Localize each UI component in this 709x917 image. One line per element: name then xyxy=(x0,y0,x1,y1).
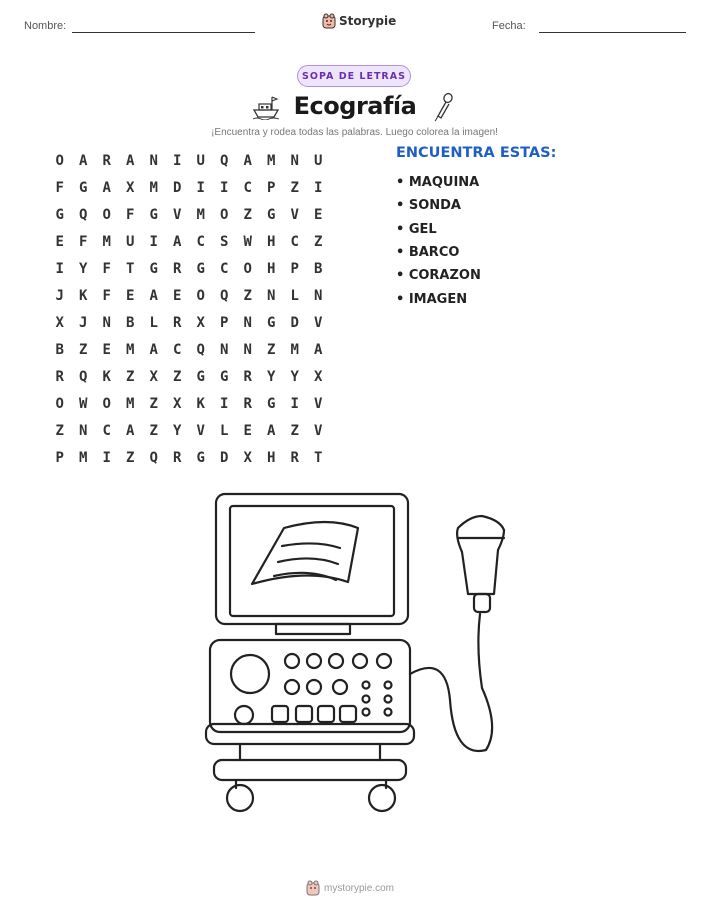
grid-letter[interactable]: R xyxy=(55,368,64,385)
grid-letter[interactable]: N xyxy=(149,152,158,169)
grid-letter[interactable]: O xyxy=(243,260,252,277)
grid-letter[interactable]: X xyxy=(55,314,64,331)
grid-letter[interactable]: F xyxy=(102,260,111,277)
date-label: Fecha: xyxy=(492,20,526,32)
grid-letter[interactable]: D xyxy=(290,314,299,331)
grid-letter[interactable]: Q xyxy=(220,152,229,169)
grid-row xyxy=(48,390,330,417)
grid-letter[interactable]: I xyxy=(220,395,229,412)
date-line[interactable] xyxy=(539,32,686,33)
grid-letter[interactable]: A xyxy=(102,179,111,196)
grid-letter[interactable]: M xyxy=(196,206,205,223)
grid-row xyxy=(48,309,330,336)
grid-letter[interactable]: Z xyxy=(173,368,182,385)
word-list-title: ENCUENTRA ESTAS: xyxy=(396,145,557,161)
grid-row xyxy=(48,417,330,444)
footer xyxy=(306,880,394,896)
grid-letter[interactable]: G xyxy=(267,206,276,223)
grid-letter[interactable]: C xyxy=(220,260,229,277)
grid-letter[interactable]: M xyxy=(102,233,111,250)
grid-letter[interactable]: R xyxy=(243,368,252,385)
grid-letter[interactable]: A xyxy=(173,233,182,250)
grid-letter[interactable]: R xyxy=(243,395,252,412)
grid-letter[interactable]: N xyxy=(314,287,323,304)
grid-letter[interactable]: G xyxy=(196,260,205,277)
page-title: Ecografía xyxy=(293,92,417,120)
grid-letter[interactable]: C xyxy=(102,422,111,439)
name-label: Nombre: xyxy=(24,20,67,32)
grid-letter[interactable]: D xyxy=(173,179,182,196)
grid-letter[interactable]: I xyxy=(290,395,299,412)
grid-letter[interactable]: A xyxy=(243,152,252,169)
grid-letter[interactable]: X xyxy=(196,314,205,331)
grid-letter[interactable]: G xyxy=(267,314,276,331)
grid-letter[interactable]: X xyxy=(314,368,323,385)
grid-row xyxy=(48,147,330,174)
grid-letter[interactable]: E xyxy=(55,233,64,250)
grid-letter[interactable]: T xyxy=(126,260,135,277)
grid-letter[interactable]: Z xyxy=(243,206,252,223)
name-line[interactable] xyxy=(72,32,255,33)
grid-letter[interactable]: I xyxy=(102,449,111,466)
grid-letter[interactable]: C xyxy=(243,179,252,196)
grid-letter[interactable]: I xyxy=(173,152,182,169)
grid-letter[interactable]: U xyxy=(314,152,323,169)
grid-letter[interactable]: I xyxy=(220,179,229,196)
grid-letter[interactable]: V xyxy=(196,422,205,439)
grid-letter[interactable]: A xyxy=(149,287,158,304)
grid-letter[interactable]: A xyxy=(267,422,276,439)
grid-letter[interactable]: C xyxy=(173,341,182,358)
grid-letter[interactable]: N xyxy=(243,314,252,331)
grid-letter[interactable]: H xyxy=(267,260,276,277)
grid-letter[interactable]: A xyxy=(126,422,135,439)
grid-letter[interactable]: A xyxy=(126,152,135,169)
grid-letter[interactable]: W xyxy=(79,395,88,412)
word-list-item: • BARCO xyxy=(396,245,460,261)
category-badge: SOPA DE LETRAS xyxy=(297,65,411,87)
word-search-grid xyxy=(48,147,330,471)
grid-letter[interactable]: Z xyxy=(290,179,299,196)
grid-letter[interactable]: R xyxy=(173,449,182,466)
grid-letter[interactable]: B xyxy=(126,314,135,331)
grid-letter[interactable]: H xyxy=(267,233,276,250)
grid-letter[interactable]: M xyxy=(79,449,88,466)
word-list-item: • MAQUINA xyxy=(396,175,480,191)
word-list xyxy=(396,171,481,311)
grid-letter[interactable]: Y xyxy=(267,368,276,385)
word-list-item: • SONDA xyxy=(396,198,461,214)
storypie-logo-icon xyxy=(322,13,336,29)
grid-letter[interactable]: G xyxy=(149,206,158,223)
grid-letter[interactable]: E xyxy=(314,206,323,223)
grid-letter[interactable]: Z xyxy=(126,449,135,466)
word-list-item: • GEL xyxy=(396,221,437,237)
grid-letter[interactable]: E xyxy=(173,287,182,304)
grid-letter[interactable]: F xyxy=(102,287,111,304)
grid-letter[interactable]: N xyxy=(102,314,111,331)
grid-letter[interactable]: E xyxy=(126,287,135,304)
grid-letter[interactable]: P xyxy=(220,314,229,331)
grid-letter[interactable]: G xyxy=(196,449,205,466)
grid-row xyxy=(48,201,330,228)
grid-letter[interactable]: C xyxy=(290,233,299,250)
grid-letter[interactable]: K xyxy=(102,368,111,385)
grid-letter[interactable]: R xyxy=(290,449,299,466)
grid-letter[interactable]: N xyxy=(220,341,229,358)
grid-letter[interactable]: J xyxy=(79,314,88,331)
grid-letter[interactable]: O xyxy=(220,206,229,223)
grid-letter[interactable]: I xyxy=(55,260,64,277)
grid-row xyxy=(48,174,330,201)
grid-letter[interactable]: P xyxy=(55,449,64,466)
grid-letter[interactable]: N xyxy=(290,152,299,169)
grid-letter[interactable]: P xyxy=(267,179,276,196)
grid-letter[interactable]: T xyxy=(314,449,323,466)
grid-letter[interactable]: G xyxy=(55,206,64,223)
ultrasound-machine-illustration xyxy=(200,488,510,833)
grid-letter[interactable]: J xyxy=(55,287,64,304)
grid-letter[interactable]: B xyxy=(55,341,64,358)
grid-letter[interactable]: W xyxy=(243,233,252,250)
grid-letter[interactable]: Y xyxy=(173,422,182,439)
grid-letter[interactable]: Z xyxy=(126,368,135,385)
brand xyxy=(322,13,396,29)
grid-letter[interactable]: K xyxy=(79,287,88,304)
grid-letter[interactable]: A xyxy=(79,152,88,169)
grid-letter[interactable]: F xyxy=(79,233,88,250)
grid-letter[interactable]: I xyxy=(196,179,205,196)
grid-letter[interactable]: P xyxy=(290,260,299,277)
grid-letter[interactable]: V xyxy=(314,314,323,331)
grid-letter[interactable]: X xyxy=(243,449,252,466)
grid-letter[interactable]: Z xyxy=(314,233,323,250)
grid-letter[interactable]: K xyxy=(196,395,205,412)
instructions: ¡Encuentra y rodea todas las palabras. Luego colorea la imagen! xyxy=(211,127,498,138)
word-list-item: • IMAGEN xyxy=(396,291,468,307)
grid-row xyxy=(48,255,330,282)
grid-letter[interactable]: Q xyxy=(196,341,205,358)
grid-letter[interactable]: Q xyxy=(79,206,88,223)
storypie-logo-icon xyxy=(306,880,320,896)
grid-letter[interactable]: F xyxy=(55,179,64,196)
grid-letter[interactable]: G xyxy=(196,368,205,385)
grid-row xyxy=(48,228,330,255)
grid-letter[interactable]: R xyxy=(173,260,182,277)
grid-letter[interactable]: X xyxy=(126,179,135,196)
grid-letter[interactable]: L xyxy=(149,314,158,331)
grid-letter[interactable]: X xyxy=(149,368,158,385)
boat-icon xyxy=(252,94,280,120)
grid-letter[interactable]: A xyxy=(149,341,158,358)
grid-letter[interactable]: E xyxy=(243,422,252,439)
grid-letter[interactable]: M xyxy=(290,341,299,358)
brand-name: Storypie xyxy=(339,14,397,28)
grid-letter[interactable]: R xyxy=(102,152,111,169)
ultrasound-probe-icon xyxy=(432,92,456,122)
grid-letter[interactable]: M xyxy=(126,341,135,358)
grid-letter[interactable]: G xyxy=(220,368,229,385)
grid-letter[interactable]: Y xyxy=(79,260,88,277)
grid-letter[interactable]: Z xyxy=(79,341,88,358)
grid-row xyxy=(48,363,330,390)
grid-letter[interactable]: A xyxy=(314,341,323,358)
word-list-item: • CORAZON xyxy=(396,268,481,284)
grid-letter[interactable]: Z xyxy=(149,395,158,412)
grid-letter[interactable]: Z xyxy=(149,422,158,439)
grid-letter[interactable]: N xyxy=(79,422,88,439)
grid-letter[interactable]: U xyxy=(196,152,205,169)
grid-letter[interactable]: C xyxy=(196,233,205,250)
grid-letter[interactable]: L xyxy=(220,422,229,439)
grid-letter[interactable]: Z xyxy=(55,422,64,439)
grid-letter[interactable]: Q xyxy=(220,287,229,304)
grid-letter[interactable]: I xyxy=(149,233,158,250)
grid-letter[interactable]: O xyxy=(102,206,111,223)
grid-letter[interactable]: Z xyxy=(290,422,299,439)
grid-letter[interactable]: S xyxy=(220,233,229,250)
grid-letter[interactable]: Z xyxy=(243,287,252,304)
grid-row xyxy=(48,282,330,309)
grid-letter[interactable]: V xyxy=(314,422,323,439)
grid-letter[interactable]: R xyxy=(173,314,182,331)
grid-letter[interactable]: Q xyxy=(149,449,158,466)
grid-letter[interactable]: H xyxy=(267,449,276,466)
grid-letter[interactable]: G xyxy=(149,260,158,277)
grid-letter[interactable]: L xyxy=(290,287,299,304)
grid-letter[interactable]: V xyxy=(314,395,323,412)
grid-letter[interactable]: O xyxy=(196,287,205,304)
footer-url[interactable]: mystorypie.com xyxy=(324,882,395,894)
grid-letter[interactable]: Q xyxy=(79,368,88,385)
grid-letter[interactable]: V xyxy=(290,206,299,223)
grid-row xyxy=(48,336,330,363)
grid-letter[interactable]: B xyxy=(314,260,323,277)
grid-letter[interactable]: N xyxy=(267,287,276,304)
grid-letter[interactable]: O xyxy=(102,395,111,412)
grid-letter[interactable]: N xyxy=(243,341,252,358)
grid-letter[interactable]: X xyxy=(173,395,182,412)
grid-letter[interactable]: M xyxy=(126,395,135,412)
grid-letter[interactable]: M xyxy=(149,179,158,196)
grid-letter[interactable]: M xyxy=(267,152,276,169)
grid-letter[interactable]: D xyxy=(220,449,229,466)
grid-letter[interactable]: I xyxy=(314,179,323,196)
grid-row xyxy=(48,444,330,471)
grid-letter[interactable]: G xyxy=(79,179,88,196)
grid-letter[interactable]: E xyxy=(102,341,111,358)
grid-letter[interactable]: F xyxy=(126,206,135,223)
grid-letter[interactable]: G xyxy=(267,395,276,412)
grid-letter[interactable]: Y xyxy=(290,368,299,385)
grid-letter[interactable]: V xyxy=(173,206,182,223)
grid-letter[interactable]: O xyxy=(55,152,64,169)
grid-letter[interactable]: Z xyxy=(267,341,276,358)
grid-letter[interactable]: U xyxy=(126,233,135,250)
grid-letter[interactable]: O xyxy=(55,395,64,412)
